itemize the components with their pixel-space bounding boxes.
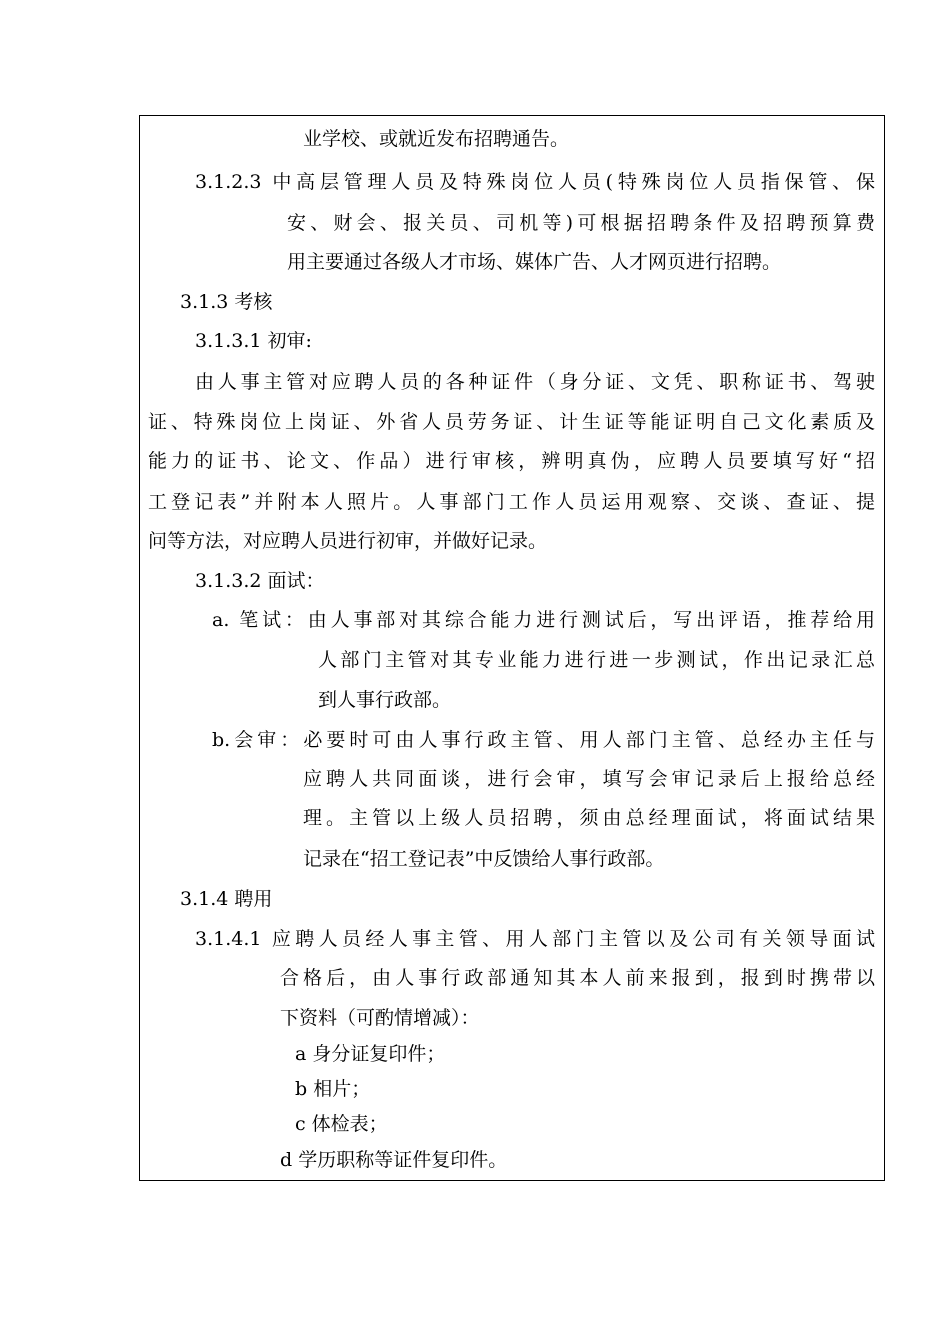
subsection-heading: 3.1.3.1 初审: [195, 330, 312, 352]
section-heading: 3.1.3 考核 [180, 291, 273, 313]
section-heading: 3.1.4 聘用 [180, 888, 273, 910]
text-line: 下资料（可酌情增减）： [280, 1007, 480, 1029]
text-line: 3.1.2.3 中高层管理人员及特殊岗位人员(特殊岗位人员指保管、保 [195, 171, 875, 193]
list-item: d 学历职称等证件复印件。 [280, 1149, 508, 1171]
text-line: 人部门主管对其专业能力进行进一步测试，作出记录汇总 [318, 649, 875, 671]
text-line: 工登记表”并附本人照片。人事部门工作人员运用观察、交谈、查证、提 [148, 491, 875, 513]
text-line: 到人事行政部。 [318, 689, 452, 711]
text-line: 用主要通过各级人才市场、媒体广告、人才网页进行招聘。 [287, 251, 782, 273]
text-line: 应聘人共同面谈，进行会审，填写会审记录后上报给总经 [303, 768, 875, 790]
text-line: 证、特殊岗位上岗证、外省人员劳务证、计生证等能证明自己文化素质及 [148, 411, 875, 433]
subsection-heading: 3.1.3.2 面试： [195, 570, 325, 592]
text-line: 合格后，由人事行政部通知其本人前来报到，报到时携带以 [280, 967, 875, 989]
text-line: 安、财会、报关员、司机等)可根据招聘条件及招聘预算费 [287, 212, 875, 234]
text-line: 能力的证书、论文、作品）进行审核，辨明真伪，应聘人员要填写好“招 [148, 450, 875, 472]
text-line: 记录在“招工登记表”中反馈给人事行政部。 [303, 848, 665, 870]
text-line: 理。主管以上级人员招聘，须由总经理面试，将面试结果 [303, 807, 875, 829]
text-line: 3.1.4.1 应聘人员经人事主管、用人部门主管以及公司有关领导面试 [195, 928, 875, 950]
text-line: 问等方法，对应聘人员进行初审，并做好记录。 [148, 530, 548, 552]
list-item: a 身分证复印件； [295, 1043, 446, 1065]
list-item-written-test: a. 笔试：由人事部对其综合能力进行测试后，写出评语，推荐给用 [212, 609, 875, 631]
list-item-joint-review: b.会审：必要时可由人事行政主管、用人部门主管、总经办主任与 [212, 729, 875, 751]
text-line: 由人事主管对应聘人员的各种证件（身分证、文凭、职称证书、驾驶 [195, 371, 875, 393]
list-item: b 相片； [295, 1078, 371, 1100]
list-item: c 体检表； [295, 1113, 388, 1135]
text-line: 业学校、或就近发布招聘通告。 [303, 128, 570, 150]
